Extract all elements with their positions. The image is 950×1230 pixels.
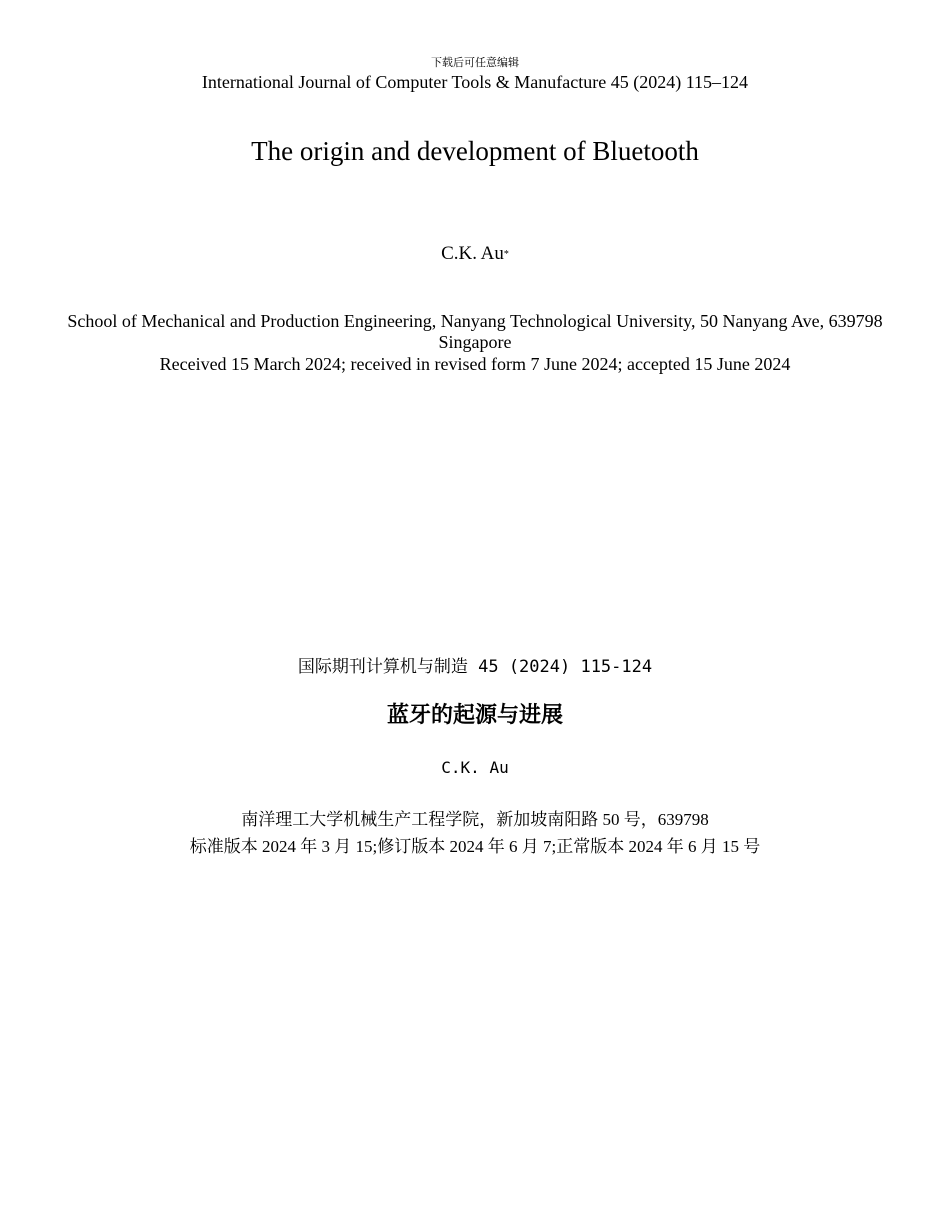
author-name <box>0 242 950 267</box>
received-dates-cn: 标准版本 2024 年 3 月 15;修订版本 2024 年 6 月 7;正常版本 2024 年 6 月 15 号 <box>189 837 761 856</box>
paper-title-cn: 蓝牙的起源与进展 <box>386 703 563 728</box>
author-footnote-mark: * <box>503 249 509 260</box>
author-name-cn: C.K. Au <box>441 758 509 777</box>
journal-citation-cn: 国际期刊计算机与制造 45 (2024) 115-124 <box>297 657 653 677</box>
author-affiliation-cn: 南洋理工大学机械生产工程学院，新加坡南阳路 50 号，639798 <box>241 810 709 829</box>
journal-citation: International Journal of Computer Tools & Manufacture 45 (2024) 115–124 <box>201 72 749 92</box>
received-dates: Received 15 March 2024; received in revised form 7 June 2024; accepted 15 June 2024 <box>159 354 791 374</box>
download-note: 下载后可任意编辑 <box>431 56 519 69</box>
paper-title: The origin and development of Bluetooth <box>251 136 699 166</box>
author-name-text: C.K. Au <box>441 243 504 264</box>
author-affiliation: School of Mechanical and Production Engineering, Nanyang Technological University, 50 Nanyang Ave, 639798 Singapore <box>67 311 883 352</box>
